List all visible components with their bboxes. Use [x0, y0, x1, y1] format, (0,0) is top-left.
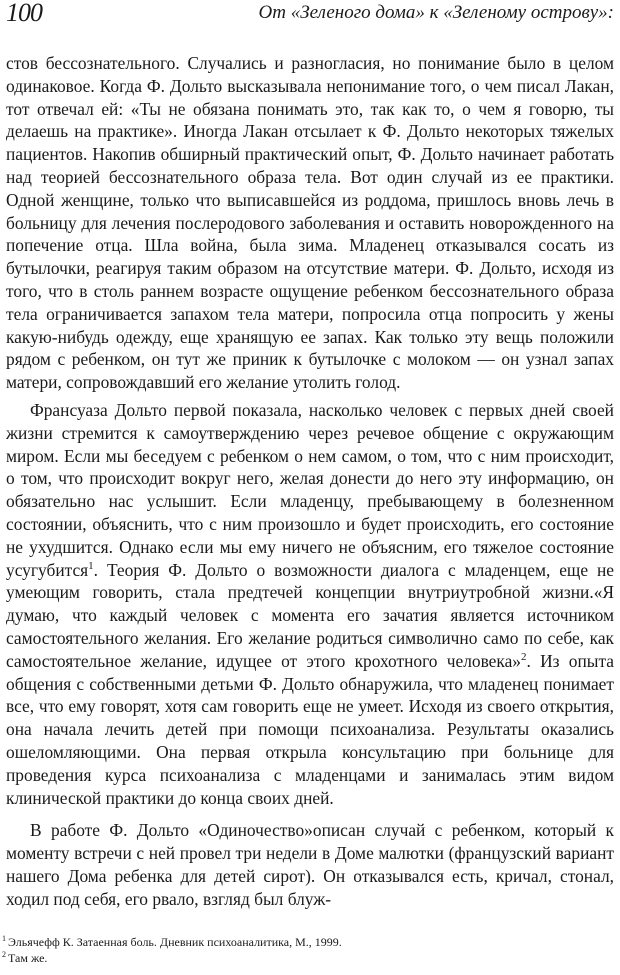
footnote-ref-1[interactable]: 1 — [88, 559, 94, 572]
footnote-text: Эльячефф К. Затаенная боль. Дневник психоаналитика, М., 1999. — [8, 935, 342, 949]
paragraph-3: В работе Ф. Дольто «Одиночество»описан случай с ребенком, который к моменту встречи с ней провел три недели в Доме малютки (французский вариант нашего Дома ребенка для детей сирот). Он отказывался есть, кричал, стонал, ходил под себя, его рвало, взгляд был блуж- — [6, 820, 614, 909]
footnote-ref-2[interactable]: 2 — [521, 650, 527, 663]
paragraph-2-part-a: Франсуаза Дольто первой показала, насколько человек с первых дней своей жизни стремится к самоутверждению через речевое общение с окружающим миром. Если мы беседуем с ребенком о нем самом, о том, что с ним происходит, о том, что происходит вокруг него, желая донести до него эту информацию, он обязательно нас услышит. Если младенцу, пребывающему в болезненном состоянии, объяснить, что с ним произошло и будет происходить, его состояние не ухудшится. Однако если мы ему ничего не объясним, его тяжелое состояние усугубится — [6, 399, 614, 580]
body-text — [6, 52, 614, 910]
footnote-2 — [2, 950, 614, 966]
footnote-1 — [2, 934, 614, 950]
page-header — [6, 0, 614, 30]
page-number: 100 — [6, 0, 42, 27]
running-title: От «Зеленого дома» к «Зеленому острову»: — [258, 2, 614, 23]
paragraph-1: стов бессознательного. Случались и разногласия, но понимание было в целом одинаковое. Когда Ф. Дольто высказывала непонимание того, о чем писал Лакан, тот отвечал ей: «Ты не обязана понимать это, так как то, о чем я говорю, ты делаешь на практике». Иногда Лакан отсылает к Ф. Дольто некоторых тяжелых пациентов. Накопив обширный практический опыт, Ф. Дольто начинает работать над теорией бессознательного образа тела. Вот один случай из ее практики. Одной женщине, только что выписавшейся из роддома, пришлось вновь лечь в больницу для лечения послеродового заболевания и оставить новорожденного на попечение отца. Шла война, была зима. Младенец отказывался сосать из бутылочки, реагируя таким образом на отсутствие матери. Ф. Дольто, исходя из того, что в столь раннем возрасте ощущение ребенком бессознательного образа тела ограничивается запахом тела матери, попросила отца попросить у жены какую-нибудь одежду, еще хранящую ее запах. Как только эту вещь положили рядом с ребенком, он тут же приник к бутылочке с молоком — он узнал запах матери, сопровождавший его желание утолить голод. — [6, 53, 614, 393]
footnote-mark: 2 — [2, 950, 6, 959]
footnote-mark: 1 — [2, 934, 6, 943]
footnotes — [2, 934, 614, 966]
paragraph-2-part-c: . Из опыта общения с собственными детьми Ф. Дольто обнаружила, что младенец понимает все, что ему говорят, хотя сам говорить еще не умеет. Исходя из своего открытия, она начала лечить детей при помощи психоанализа. Результаты оказались ошеломляющими. Она первая открыла консультацию при больнице для проведения курса психоанализа с младенцами и занималась этим видом клинической практики до конца своих дней. — [6, 650, 614, 808]
paragraph-2 — [6, 399, 614, 809]
footnote-text: Там же. — [8, 951, 48, 965]
paragraph-2-part-b: . Теория Ф. Дольто о возможности диалога с младенцем, еще не умеющим говорить, стала предтечей концепции внутриутробной жизни.«Я думаю, что каждый человек с момента его зачатия является источником самостоятельного желания. Его желание родиться символично само по себе, как самостоятельное желание, идущее от этого крохотного человека» — [6, 559, 614, 671]
